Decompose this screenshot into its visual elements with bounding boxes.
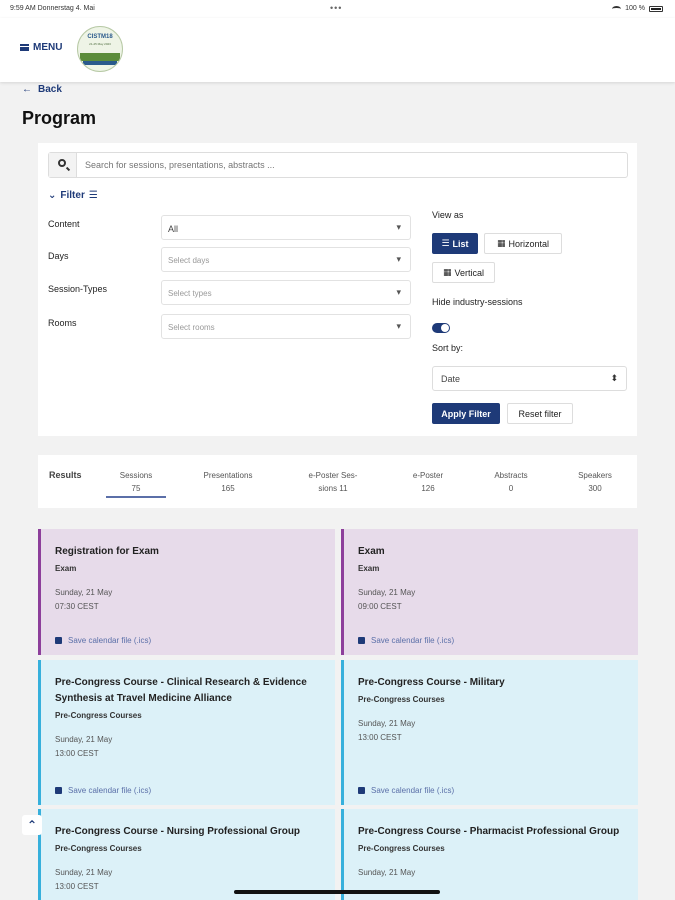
tab-count: 75 xyxy=(131,484,141,493)
calendar-icon: ▦ xyxy=(442,267,452,277)
tab-count: 165 xyxy=(221,484,235,493)
tab-count: 300 xyxy=(588,484,602,493)
session-card[interactable] xyxy=(341,529,638,655)
session-title: Pre-Congress Course - Clinical Research & Evidence Synthesis at Travel Medicine Alliance xyxy=(55,677,307,704)
filter-panel xyxy=(38,143,637,436)
app-header xyxy=(0,18,675,82)
session-day: Sunday, 21 May xyxy=(55,868,113,877)
hamburger-icon xyxy=(20,44,29,51)
status-bar xyxy=(0,0,675,18)
session-title: Pre-Congress Course - Pharmacist Professional Group xyxy=(358,826,620,837)
tab-speakers[interactable] xyxy=(565,469,625,495)
rooms-label: Rooms xyxy=(48,318,77,328)
session-type: Exam xyxy=(55,564,77,573)
session-day: Sunday, 21 May xyxy=(358,719,416,728)
view-vertical-label: Vertical xyxy=(454,267,485,278)
filter-label: Filter xyxy=(60,190,85,201)
session-type: Exam xyxy=(358,564,380,573)
view-as-label: View as xyxy=(432,210,464,220)
tab-name: e-Poster xyxy=(412,471,444,480)
session-types-select[interactable] xyxy=(161,280,411,305)
session-datetime xyxy=(55,586,335,614)
content-select-value: All xyxy=(168,224,179,234)
multitask-dots[interactable]: ••• xyxy=(330,3,343,13)
tab-eposter[interactable] xyxy=(398,469,458,495)
list-icon: ☰ xyxy=(441,238,450,248)
page-title: Program xyxy=(22,108,97,128)
home-indicator[interactable] xyxy=(234,890,440,894)
chevron-up-icon: ⌃ xyxy=(26,818,38,832)
reset-filter-button[interactable]: Reset filter xyxy=(507,403,573,424)
view-horizontal-label: Horizontal xyxy=(508,238,550,249)
save-calendar-link[interactable] xyxy=(358,786,454,795)
session-type: Pre-Congress Courses xyxy=(358,695,445,704)
content-label: Content xyxy=(48,219,80,229)
hide-industry-toggle[interactable] xyxy=(432,323,450,333)
calendar-icon xyxy=(55,637,62,644)
search-icon xyxy=(58,159,66,167)
congress-logo[interactable] xyxy=(77,26,123,72)
back-link[interactable] xyxy=(22,84,62,95)
tab-name: e-Poster Ses- xyxy=(308,471,358,480)
session-datetime xyxy=(358,866,638,880)
logo-subtitle: 21-25 May 2023 xyxy=(89,42,111,46)
session-card[interactable] xyxy=(341,809,638,900)
logo-water xyxy=(83,61,117,65)
ics-label: Save calendar file (.ics) xyxy=(371,636,455,645)
tab-name: Abstracts xyxy=(494,471,528,480)
session-card[interactable] xyxy=(341,660,638,805)
session-day: Sunday, 21 May xyxy=(358,868,416,877)
days-placeholder: Select days xyxy=(168,256,210,265)
session-day: Sunday, 21 May xyxy=(55,735,113,744)
view-list-button[interactable] xyxy=(432,233,478,254)
tab-name: Speakers xyxy=(578,471,612,480)
ics-label: Save calendar file (.ics) xyxy=(371,786,455,795)
status-time-date: 9:59 AM Donnerstag 4. Mai xyxy=(10,5,95,12)
logo-landscape xyxy=(80,53,120,61)
calendar-icon xyxy=(358,637,365,644)
search-bar xyxy=(48,152,628,178)
session-card[interactable] xyxy=(38,809,335,900)
sort-label: Sort by: xyxy=(432,343,464,353)
apply-filter-button[interactable]: Apply Filter xyxy=(432,403,500,424)
session-types-label: Session-Types xyxy=(48,284,108,294)
scroll-to-top-button[interactable] xyxy=(22,815,42,835)
session-datetime xyxy=(358,717,638,745)
save-calendar-link[interactable] xyxy=(55,786,151,795)
content-select[interactable] xyxy=(161,215,411,240)
hide-industry-label: Hide industry-sessions xyxy=(432,297,523,307)
search-button[interactable] xyxy=(49,153,77,177)
logo-title: CISTM18 xyxy=(87,34,113,40)
search-input[interactable] xyxy=(85,158,615,172)
view-list-label: List xyxy=(452,238,469,249)
tab-name: Presentations xyxy=(203,471,253,480)
view-vertical-button[interactable] xyxy=(432,262,495,283)
save-calendar-link[interactable] xyxy=(358,636,454,645)
tab-count: 0 xyxy=(508,484,514,493)
menu-label: MENU xyxy=(33,42,63,53)
session-type: Pre-Congress Courses xyxy=(55,844,142,853)
session-title: Registration for Exam xyxy=(55,546,159,557)
chevron-down-icon: ⌄ xyxy=(48,190,57,201)
results-bar xyxy=(38,455,637,508)
session-type: Pre-Congress Courses xyxy=(55,711,142,720)
arrow-left-icon: ← xyxy=(22,84,32,95)
tab-presentations[interactable] xyxy=(188,469,268,495)
session-type: Pre-Congress Courses xyxy=(358,844,445,853)
menu-button[interactable] xyxy=(20,42,62,53)
tab-sessions[interactable] xyxy=(106,469,166,498)
ics-label: Save calendar file (.ics) xyxy=(68,636,152,645)
sliders-icon: ☰ xyxy=(88,190,98,201)
session-time: 13:00 CEST xyxy=(358,733,402,742)
session-card[interactable] xyxy=(38,660,335,805)
session-card[interactable] xyxy=(38,529,335,655)
back-label: Back xyxy=(38,84,62,95)
session-datetime xyxy=(358,586,638,614)
session-day: Sunday, 21 May xyxy=(55,588,113,597)
wifi-icon xyxy=(612,6,621,12)
rooms-placeholder: Select rooms xyxy=(168,323,215,332)
session-datetime xyxy=(55,733,335,761)
days-label: Days xyxy=(48,251,69,261)
calendar-icon: ▦ xyxy=(496,238,506,248)
calendar-icon xyxy=(55,787,62,794)
rooms-select[interactable] xyxy=(161,314,411,339)
tab-count: sions 11 xyxy=(318,484,348,493)
days-select[interactable] xyxy=(161,247,411,272)
tab-abstracts[interactable] xyxy=(481,469,541,495)
save-calendar-link[interactable] xyxy=(55,636,151,645)
session-title: Pre-Congress Course - Military xyxy=(358,677,505,688)
filter-toggle[interactable] xyxy=(48,190,98,201)
ics-label: Save calendar file (.ics) xyxy=(68,786,152,795)
sort-select[interactable] xyxy=(432,366,627,391)
status-right xyxy=(612,5,663,12)
session-title: Exam xyxy=(358,546,385,557)
session-time: 07:30 CEST xyxy=(55,602,99,611)
session-time: 09:00 CEST xyxy=(358,602,402,611)
tab-eposter-sessions[interactable] xyxy=(293,469,373,495)
tab-count: 126 xyxy=(421,484,435,493)
view-horizontal-button[interactable] xyxy=(484,233,562,254)
session-time: 13:00 CEST xyxy=(55,882,99,891)
battery-percent: 100 % xyxy=(625,5,645,12)
types-placeholder: Select types xyxy=(168,289,212,298)
session-time: 13:00 CEST xyxy=(55,749,99,758)
session-day: Sunday, 21 May xyxy=(358,588,416,597)
session-title: Pre-Congress Course - Nursing Professional Group xyxy=(55,826,301,837)
battery-icon xyxy=(649,6,663,12)
results-label: Results xyxy=(49,470,82,480)
tab-name: Sessions xyxy=(119,471,153,480)
sort-value: Date xyxy=(441,374,461,384)
calendar-icon xyxy=(358,787,365,794)
